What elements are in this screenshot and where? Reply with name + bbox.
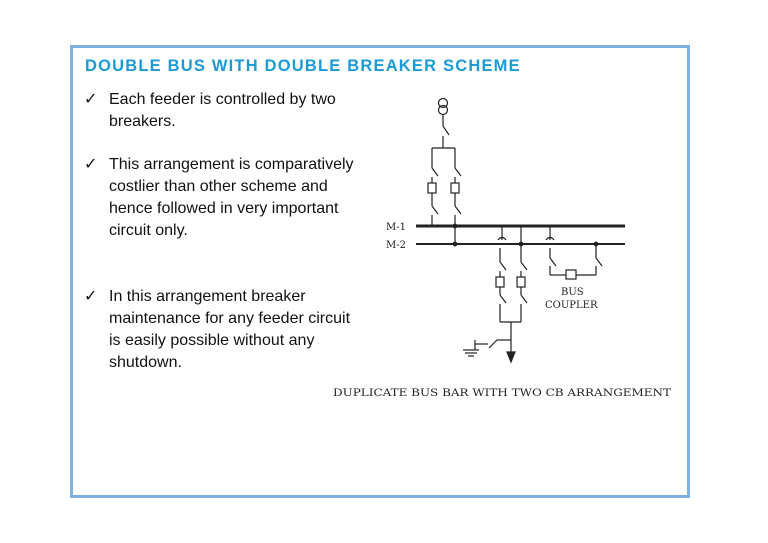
- check-mark-icon: ✓: [84, 288, 98, 305]
- slide-title: DOUBLE BUS WITH DOUBLE BREAKER SCHEME: [85, 57, 521, 75]
- bullet-text: In this arrangement breaker maintenance for any feeder circuit is easily possible without any shutdown.: [109, 288, 351, 371]
- bus-coupler: [546, 226, 602, 279]
- earth-switch-icon: [463, 340, 511, 356]
- check-mark-icon: ✓: [84, 91, 98, 108]
- coupler-label: COUPLER: [545, 300, 598, 311]
- bus-label-main1: M-1: [386, 222, 406, 233]
- bullet-text: Each feeder is controlled by two breakers.: [109, 91, 336, 130]
- transformer-icon: [439, 99, 448, 127]
- breaker-branch-left: [428, 148, 438, 226]
- breaker-branch-right: [451, 148, 461, 246]
- bus-label-main2: M-2: [386, 240, 406, 251]
- incoming-isolator: [432, 126, 455, 148]
- coupler-label: BUS: [561, 287, 584, 298]
- outgoing-feeder: [496, 226, 527, 362]
- check-mark-icon: ✓: [84, 156, 98, 173]
- diagram-caption: DUPLICATE BUS BAR WITH TWO CB ARRANGEMENT: [333, 388, 672, 399]
- bullet-text: This arrangement is comparatively costlier than other scheme and hence followed in very important circuit only.: [109, 156, 354, 239]
